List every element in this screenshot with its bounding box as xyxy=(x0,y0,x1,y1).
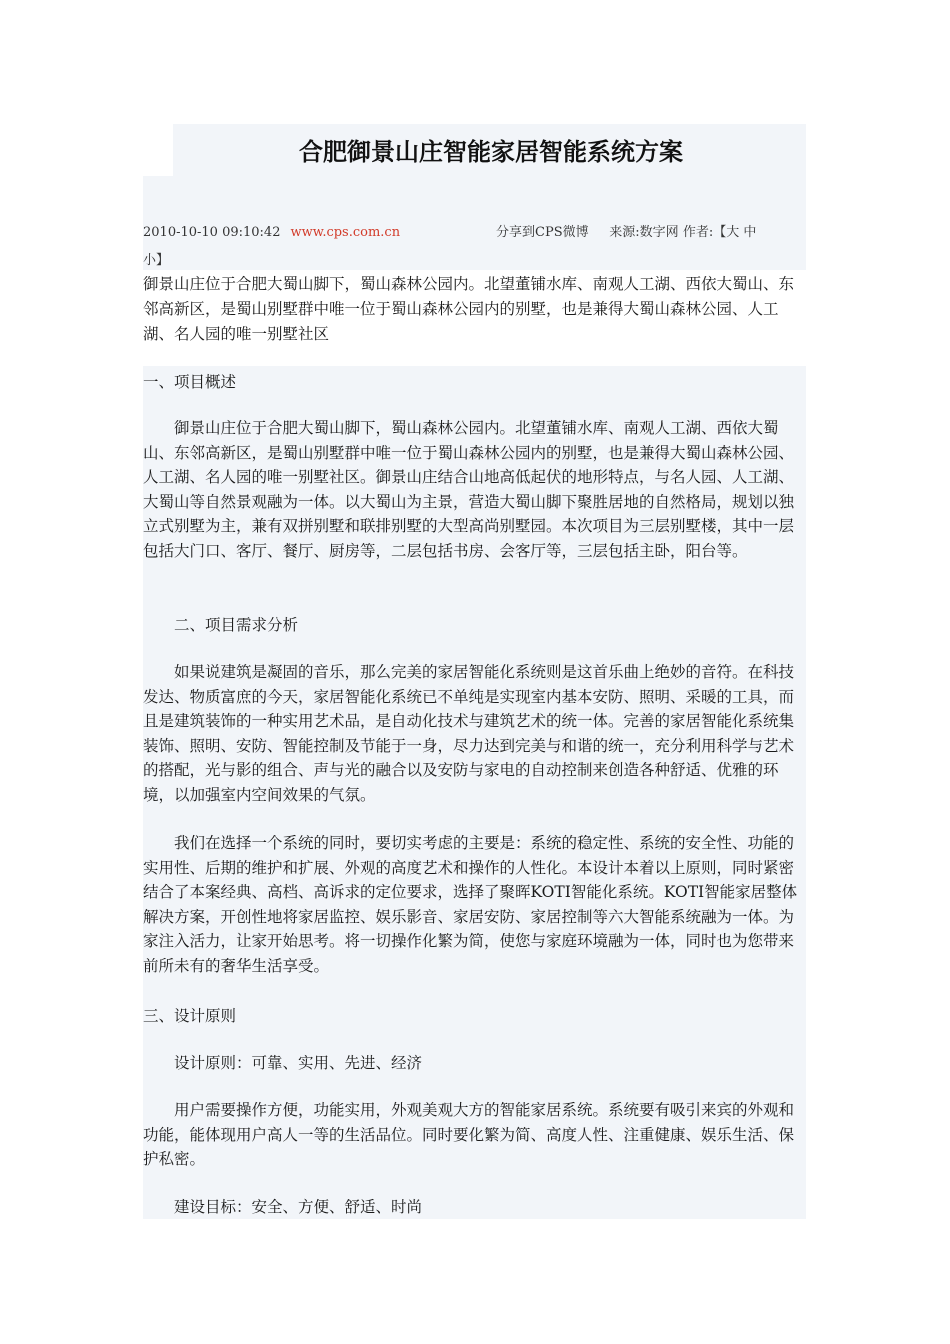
share-weibo-link[interactable]: 分享到CPS微博 xyxy=(496,225,589,240)
paragraph-goals: 建设目标：安全、方便、舒适、时尚 xyxy=(174,1198,423,1216)
paragraph-overview: 御景山庄位于合肥大蜀山脚下，蜀山森林公园内。北望董铺水库、南观人工湖、西依大蜀山、东邻高新区，是蜀山别墅群中唯一位于蜀山森林公园内的别墅，也是兼得大蜀山森林公园、人工湖、名人园的唯一别墅社区。御景山庄结合山地高低起伏的地形特点，与名人园、人工湖、大蜀山等自然景观融为一体。以大蜀山为主景，营造大蜀山脚下聚胜居地的自然格局，规划以独立式别墅为主，兼有双拼别墅和联排别墅的大型高尚别墅园。本次项目为三层别墅楼，其中一层包括大门口、客厅、餐厅、厨房等，二层包括书房、会客厅等，三层包括主卧，阳台等。 xyxy=(143,419,795,560)
site-link[interactable]: www.cps.com.cn xyxy=(290,225,401,240)
intro-paragraph: 御景山庄位于合肥大蜀山脚下，蜀山森林公园内。北望董铺水库、南观人工湖、西依大蜀山、东邻高新区，是蜀山别墅群中唯一位于蜀山森林公园内的别墅，也是兼得大蜀山森林公园、人工湖、名人园的唯一别墅社区 xyxy=(143,275,795,343)
meta-right xyxy=(496,220,756,246)
paragraph-principles-2: 用户需要操作方便，功能实用，外观美观大方的智能家居系统。系统要有吸引来宾的外观和功能，能体现用户高人一等的生活品位。同时要化繁为简、高度人性、注重健康、娱乐生活、保护私密。 xyxy=(143,1101,795,1168)
article-meta xyxy=(143,220,798,268)
section-heading-requirements: 二、项目需求分析 xyxy=(174,616,299,634)
font-size-small[interactable]: 小】 xyxy=(143,253,170,268)
publish-date: 2010-10-10 09:10:42 xyxy=(143,225,281,240)
source-label: 来源:数字网 xyxy=(609,225,679,240)
paragraph-principles-1: 设计原则：可靠、实用、先进、经济 xyxy=(174,1054,423,1072)
article-title: 合肥御景山庄智能家居智能系统方案 xyxy=(299,138,683,166)
article-body xyxy=(143,366,806,1219)
section-heading-principles: 三、设计原则 xyxy=(143,1007,237,1025)
paragraph-requirements-1: 如果说建筑是凝固的音乐，那么完美的家居智能化系统则是这首乐曲上绝妙的音符。在科技发达、物质富庶的今天，家居智能化系统已不单纯是实现室内基本安防、照明、采暖的工具，而且是建筑装饰的一种实用艺术品，是自动化技术与建筑艺术的统一体。完善的家居智能化系统集装饰、照明、安防、智能控制及节能于一身，尽力达到完美与和谐的统一，充分利用科学与艺术的搭配，光与影的组合、声与光的融合以及安防与家电的自动控制来创造各种舒适、优雅的环境，以加强室内空间效果的气氛。 xyxy=(143,663,795,804)
section-heading-overview: 一、项目概述 xyxy=(143,373,237,391)
author-font-size[interactable]: 作者:【大 中 xyxy=(682,225,757,240)
paragraph-requirements-2: 我们在选择一个系统的同时，要切实考虑的主要是：系统的稳定性、系统的安全性、功能的实用性、后期的维护和扩展、外观的高度艺术和操作的人性化。本设计本着以上原则，同时紧密结合了本案经典、高档、高诉求的定位要求，选择了聚晖KOTI智能化系统。KOTI智能家居整体解决方案，开创性地将家居监控、娱乐影音、家居安防、家居控制等六大智能系统融为一体。为家注入活力，让家开始思考。将一切操作化繁为简，使您与家庭环境融为一体，同时也为您带来前所未有的奢华生活享受。 xyxy=(143,834,798,975)
